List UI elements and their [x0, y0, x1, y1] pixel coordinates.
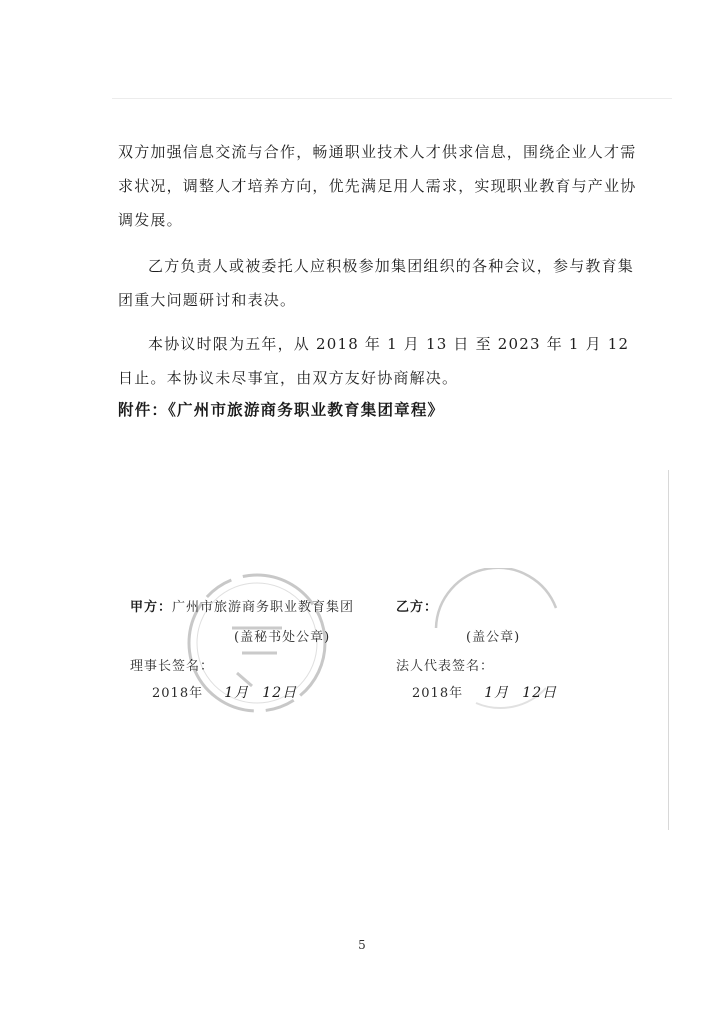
body-paragraph-2: 乙方负责人或被委托人应积极参加集团组织的各种会议，参与教育集团重大问题研讨和表决。 [118, 257, 635, 309]
body-paragraph-1: 双方加强信息交流与合作，畅通职业技术人才供求信息，围绕企业人才需求状况，调整人才培养方向，优先满足用人需求，实现职业教育与产业协调发展。 [118, 143, 637, 229]
party-b-date-day: 12日 [522, 685, 558, 701]
party-a-date-day: 12日 [262, 685, 298, 701]
party-a-signer-label: 理事长签名： [130, 659, 215, 674]
attachment-line: 附件：《广州市旅游商务职业教育集团章程》 [118, 401, 445, 419]
party-a-seal-note: (盖秘书处公章) [234, 630, 331, 645]
party-b-date [412, 682, 557, 702]
page-number: 5 [358, 938, 366, 952]
party-b-seal-note: (盖公章) [466, 630, 521, 645]
scan-edge-right [668, 470, 669, 830]
party-a-name: 广州市旅游商务职业教育集团 [172, 600, 355, 615]
party-a-date-year: 2018年 [152, 686, 204, 701]
party-a-date-month: 1月 [224, 685, 250, 701]
party-b-signer-label: 法人代表签名： [396, 659, 495, 674]
party-b-date-year: 2018年 [412, 686, 464, 701]
scan-edge-top [112, 98, 672, 99]
body-paragraph-3: 本协议时限为五年，从 2018 年 1 月 13 日 至 2023 年 1 月 12 日止。本协议未尽事宜，由双方友好协商解决。 [118, 335, 630, 387]
party-b-date-month: 1月 [484, 685, 510, 701]
party-b-label: 乙方： [396, 600, 439, 615]
party-a-date [152, 682, 297, 702]
party-a-label: 甲方： [130, 600, 173, 615]
